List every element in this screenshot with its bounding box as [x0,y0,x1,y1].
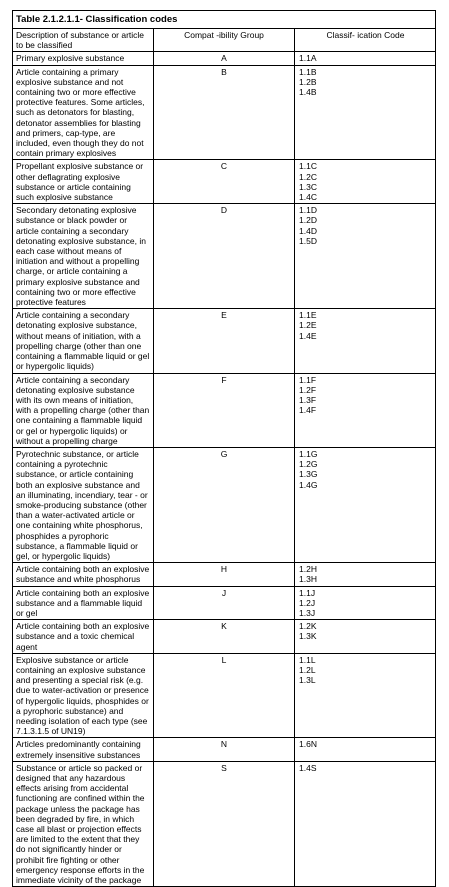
table-row [13,65,436,160]
classification-code: 1.2H [299,564,317,575]
row-compatibility-group: E [154,309,295,373]
row-classification-codes [295,52,436,65]
row-compatibility-group: B [154,65,295,160]
row-description: Substance or article so packed or designed that any hazardous effects arising from accidental functioning are confined within the package unless the package has been degraded by fire, in which case all blast or projection effects are limited to the extent that they do not significantly hinder or prohibit fire fighting or other emergency response efforts in the immediate vicinity of the package [13,761,154,886]
classification-code: 1.1D [299,205,317,216]
classification-code: 1.2D [299,215,317,226]
row-classification-codes [295,204,436,309]
table-row [13,653,436,738]
classification-code: 1.3K [299,631,317,642]
row-classification-codes [295,620,436,654]
row-description: Explosive substance or article containing an explosive substance and presenting a special risk (e.g. due to water-activation or presence of hypergolic liquids, phosphides or a pyrophoric substance) and needing isolation of each type (see 7.1.3.1.5 of UN19) [13,653,154,738]
row-description: Primary explosive substance [13,52,154,65]
classification-code: 1.3J [299,607,316,618]
classification-code: 1.4F [299,405,317,416]
table-row [13,204,436,309]
row-description: Article containing both an explosive substance and a flammable liquid or gel [13,586,154,620]
classification-code: 1.4B [299,87,317,98]
row-classification-codes [295,563,436,586]
row-description: Propellant explosive substance or other deflagrating explosive substance or article containing such explosive substance [13,160,154,204]
row-classification-codes [295,160,436,204]
classification-code: 1.1A [299,53,317,64]
classification-code: 1.5D [299,235,317,246]
row-description: Article containing a primary explosive substance and not containing two or more effective protective features. Some articles, such as detonators for blasting, detonator assemblies for blasting and primers, cap-type, are included, even though they do not contain primary explosives [13,65,154,160]
row-description: Article containing both an explosive substance and white phosphorus [13,563,154,586]
classification-code: 1.4D [299,225,317,236]
row-description: Article containing both an explosive substance and a toxic chemical agent [13,620,154,654]
classification-code: 1.4G [299,479,318,490]
row-classification-codes [295,738,436,761]
row-description: Secondary detonating explosive substance or black powder or article containing a secondary detonating explosive substance, in each case without means of initiation and without a propelling charge, or article containing a primary explosive substance and containing two or more effective protective features [13,204,154,309]
row-compatibility-group: C [154,160,295,204]
classification-code: 1.2L [299,664,316,675]
classification-code: 1.3C [299,181,317,192]
classification-code: 1.1L [299,654,316,665]
classification-code: 1.1E [299,310,317,321]
classification-code: 1.1G [299,448,318,459]
row-compatibility-group: J [154,586,295,620]
table-row [13,586,436,620]
row-classification-codes [295,65,436,160]
classification-code: 1.2E [299,320,317,331]
row-compatibility-group: H [154,563,295,586]
classification-codes-table [12,10,436,887]
classification-code: 1.2B [299,76,317,87]
classification-code: 1.3H [299,574,317,585]
classification-code: 1.2J [299,597,316,608]
classification-table-wrapper [12,10,436,887]
classification-code: 1.2F [299,384,317,395]
row-classification-codes [295,309,436,373]
table-row [13,373,436,447]
row-description: Article containing a secondary detonating explosive substance with its own means of initiation, with a propelling charge (other than one containing a flammable liquid or gel or hypergolic liquids) or without a propelling charge [13,373,154,447]
row-compatibility-group: F [154,373,295,447]
table-row [13,620,436,654]
table-row [13,738,436,761]
table-row [13,563,436,586]
row-compatibility-group: S [154,761,295,886]
header-compatibility-group: Compat -ibility Group [154,29,295,52]
table-header-row [13,29,436,52]
row-compatibility-group: K [154,620,295,654]
table-row [13,447,436,562]
table-row [13,309,436,373]
row-classification-codes [295,761,436,886]
row-classification-codes [295,586,436,620]
classification-code: 1.3G [299,469,318,480]
classification-code: 1.4E [299,330,317,341]
header-classification-code: Classif- ication Code [295,29,436,52]
row-description: Articles predominantly containing extremely insensitive substances [13,738,154,761]
table-title: Table 2.1.2.1.1- Classification codes [13,11,436,29]
classification-code: 1.6N [299,739,317,750]
classification-code: 1.1B [299,66,317,77]
table-row [13,160,436,204]
row-compatibility-group: G [154,447,295,562]
classification-code: 1.4S [299,762,317,773]
row-classification-codes [295,373,436,447]
classification-code: 1.1F [299,374,317,385]
row-compatibility-group: D [154,204,295,309]
classification-code: 1.1C [299,161,317,172]
row-classification-codes [295,447,436,562]
classification-code: 1.2G [299,459,318,470]
table-row [13,52,436,65]
classification-code: 1.2K [299,621,317,632]
classification-code: 1.3F [299,394,317,405]
table-body [13,11,436,887]
classification-code: 1.1J [299,587,316,598]
row-description: Article containing a secondary detonating explosive substance, without means of initiation, with a propelling charge (other than one containing a flammable liquid or gel or hypergolic liquids) [13,309,154,373]
classification-code: 1.2C [299,171,317,182]
header-description: Description of substance or article to be classified [13,29,154,52]
row-compatibility-group: L [154,653,295,738]
row-classification-codes [295,653,436,738]
row-compatibility-group: N [154,738,295,761]
classification-code: 1.3L [299,675,316,686]
row-compatibility-group: A [154,52,295,65]
classification-code: 1.4C [299,192,317,203]
table-row [13,761,436,886]
table-title-row [13,11,436,29]
row-description: Pyrotechnic substance, or article containing a pyrotechnic substance, or article containing both an explosive substance and an illuminating, incendiary, tear - or smoke-producing substance (other than a water-activated article or one containing white phosphorus, phosphides a pyrophoric substance, a flammable liquid or gel, or hypergolic liquids) [13,447,154,562]
